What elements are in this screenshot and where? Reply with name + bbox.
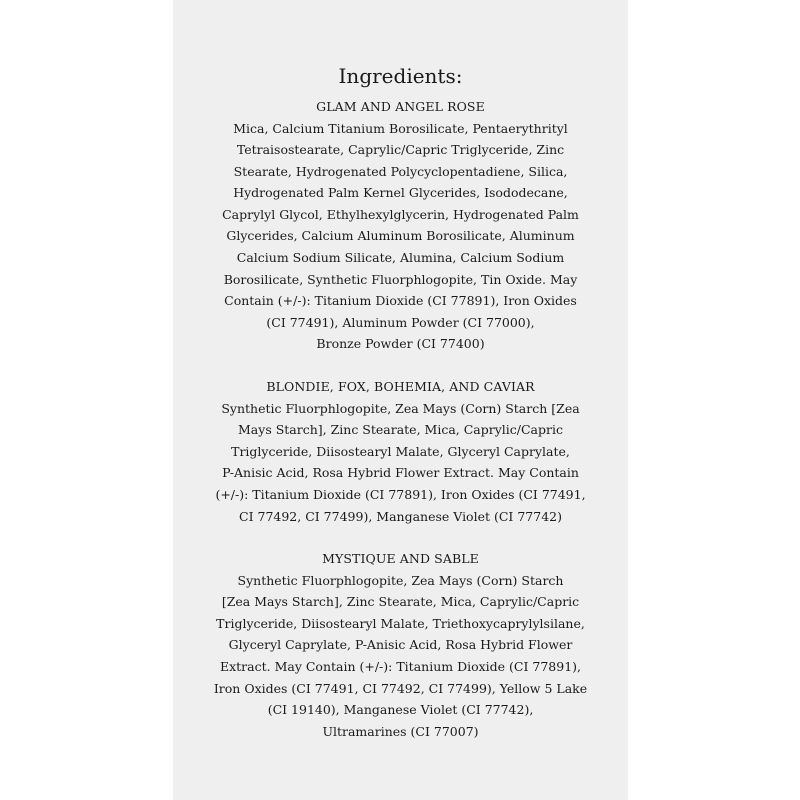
ingredient-line: Caprylyl Glycol, Ethylhexylglycerin, Hydrogenated Palm xyxy=(222,206,579,222)
ingredient-line: [Zea Mays Starch], Zinc Stearate, Mica, Caprylic/Capric xyxy=(221,594,580,610)
ingredient-line: (CI 19140), Manganese Violet (CI 77742), xyxy=(267,702,534,718)
ingredient-line: Mays Starch], Zinc Stearate, Mica, Caprylic/Capric xyxy=(238,422,563,438)
ingredient-line: Tetraisostearate, Caprylic/Capric Triglyceride, Zinc xyxy=(236,142,565,158)
ingredient-line: Extract. May Contain (+/-): Titanium Dioxide (CI 77891), xyxy=(219,658,582,674)
ingredient-line: Borosilicate, Synthetic Fluorphlogopite, Tin Oxide. May xyxy=(223,271,578,287)
ingredient-section-glam-angel-rose xyxy=(173,96,628,355)
ingredient-line: Synthetic Fluorphlogopite, Zea Mays (Corn) Starch xyxy=(237,572,564,588)
ingredient-line: Iron Oxides (CI 77491, CI 77492, CI 77499), Yellow 5 Lake xyxy=(213,680,588,696)
ingredient-line: Glycerides, Calcium Aluminum Borosilicate, Aluminum xyxy=(226,228,575,244)
ingredient-line: Contain (+/-): Titanium Dioxide (CI 77891), Iron Oxides xyxy=(224,293,577,309)
ingredient-line: Hydrogenated Palm Kernel Glycerides, Isododecane, xyxy=(233,185,568,201)
ingredient-line: Stearate, Hydrogenated Polycyclopentadiene, Silica, xyxy=(233,163,568,179)
section-title: MYSTIQUE AND SABLE xyxy=(322,551,479,567)
ingredient-section-mystique-sable xyxy=(173,548,628,742)
ingredient-line: Triglyceride, Diisostearyl Malate, Glyceryl Caprylate, xyxy=(231,443,570,459)
ingredient-line: Ultramarines (CI 77007) xyxy=(322,723,479,739)
section-title: BLONDIE, FOX, BOHEMIA, AND CAVIAR xyxy=(266,379,535,395)
ingredient-line: Bronze Powder (CI 77400) xyxy=(316,336,485,352)
ingredient-line: Triglyceride, Diisostearyl Malate, Triethoxycaprylylsilane, xyxy=(216,615,585,631)
ingredient-line: Calcium Sodium Silicate, Alumina, Calcium Sodium xyxy=(236,250,565,266)
ingredients-content xyxy=(173,64,628,763)
ingredients-panel xyxy=(173,0,628,800)
ingredient-line: CI 77492, CI 77499), Manganese Violet (CI 77742) xyxy=(239,508,562,524)
ingredient-line: Glyceryl Caprylate, P-Anisic Acid, Rosa Hybrid Flower xyxy=(228,637,573,653)
ingredients-heading: Ingredients: xyxy=(338,64,463,88)
ingredient-line: P-Anisic Acid, Rosa Hybrid Flower Extract. May Contain xyxy=(222,465,579,481)
section-title: GLAM AND ANGEL ROSE xyxy=(316,99,485,114)
ingredient-line: Synthetic Fluorphlogopite, Zea Mays (Corn) Starch [Zea xyxy=(221,400,580,416)
ingredient-line: Mica, Calcium Titanium Borosilicate, Pentaerythrityl xyxy=(233,120,568,136)
ingredient-line: (+/-): Titanium Dioxide (CI 77891), Iron Oxides (CI 77491, xyxy=(215,486,586,502)
ingredient-section-blondie-fox-bohemia-caviar xyxy=(173,376,628,527)
ingredient-line: (CI 77491), Aluminum Powder (CI 77000), xyxy=(266,314,535,330)
